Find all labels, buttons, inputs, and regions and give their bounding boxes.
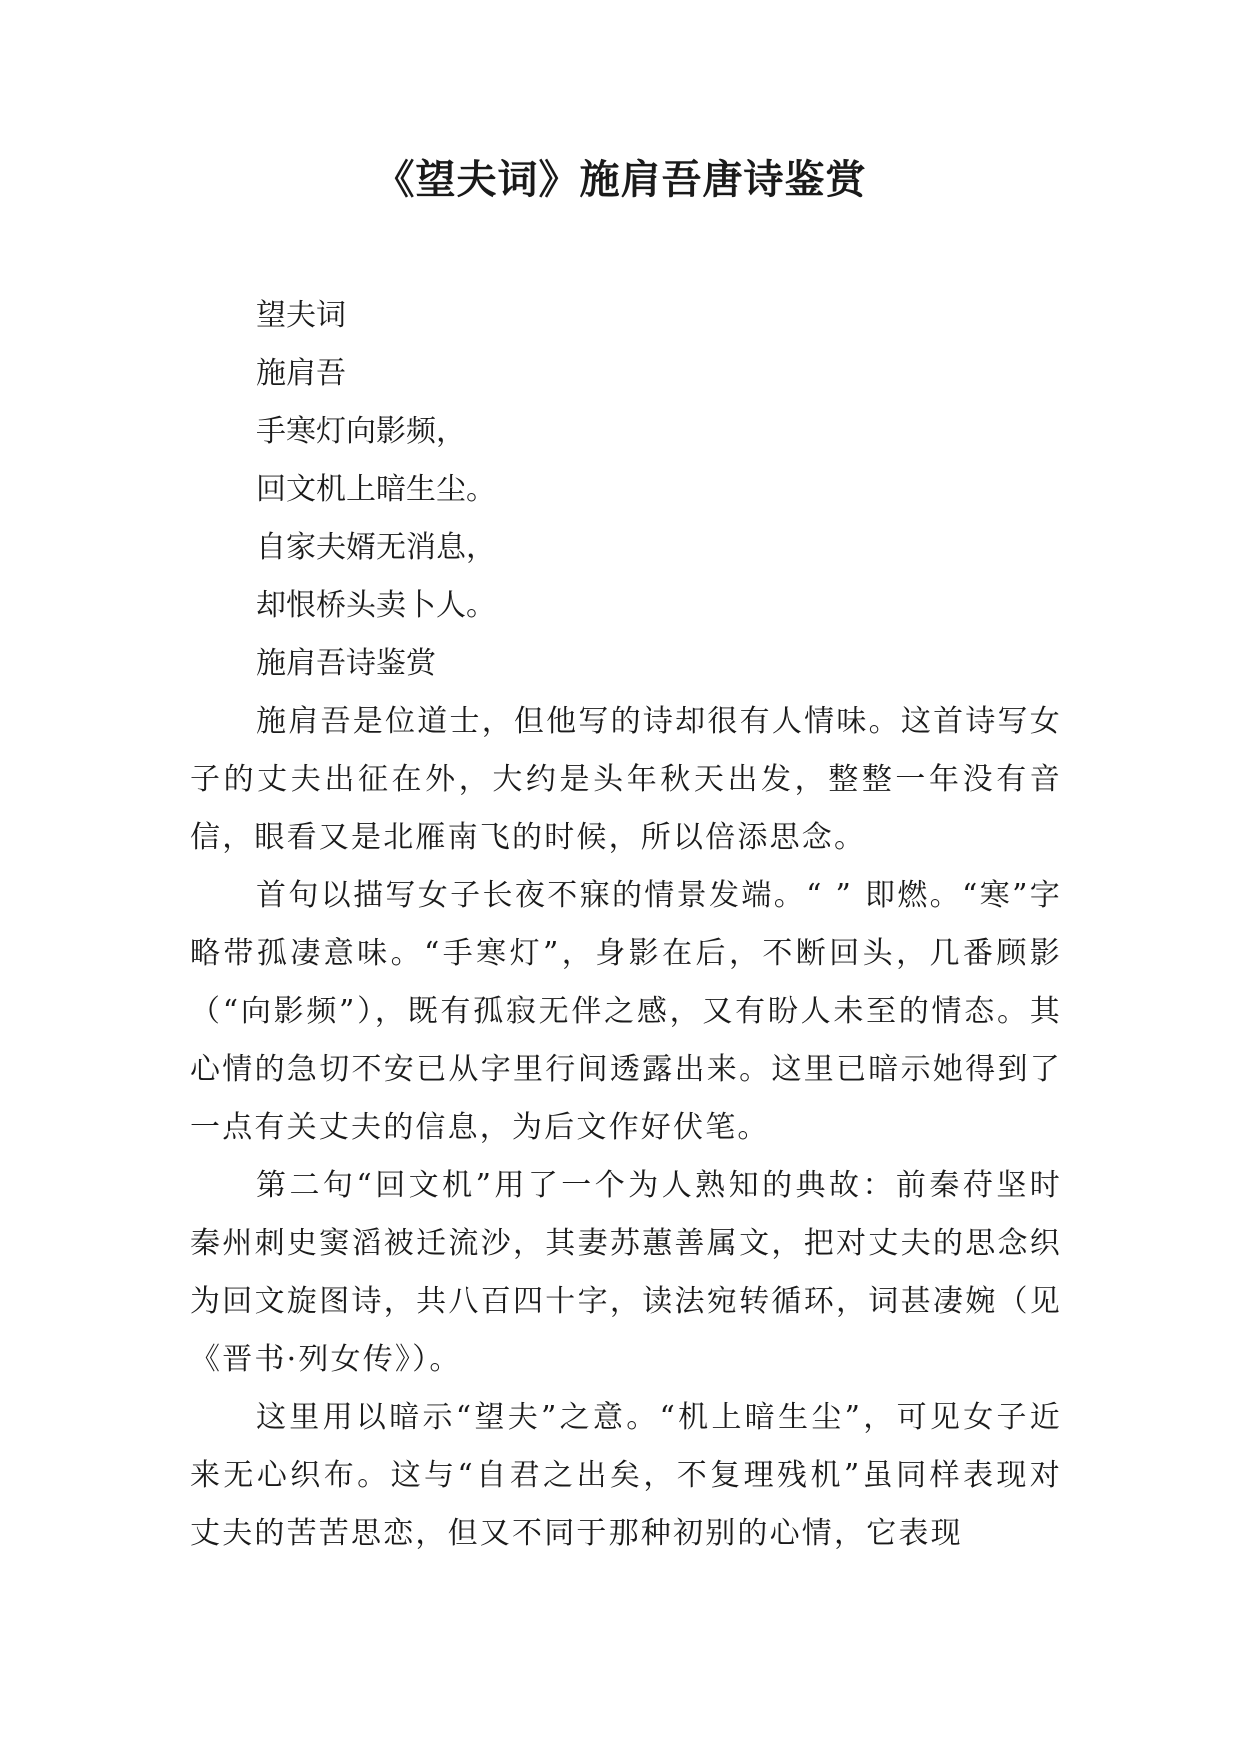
paragraph: 施肩吾是位道士，但他写的诗却很有人情味。这首诗写女子的丈夫出征在外，大约是头年秋天出发，整整一年没有音信，眼看又是北雁南飞的时候，所以倍添思念。 (190, 704, 1062, 855)
poem-title: 望夫词 (256, 298, 346, 333)
paragraph: 首句以描写女子长夜不寐的情景发端。“ ” 即燃。“寒”字略带孤凄意味。“手寒灯”，身影在后，不断回头，几番顾影（“向影频”），既有孤寂无伴之感，又有盼人未至的情态。其心情的急切不安已从字里行间透露出来。这里已暗示她得到了一点有关丈夫的信息，为后文作好伏笔。 (190, 878, 1062, 1145)
document-title: 《望夫词》施肩吾唐诗鉴赏 (374, 157, 867, 203)
paragraph: 第二句“回文机”用了一个为人熟知的典故：前秦苻坚时秦州刺史窦滔被迁流沙，其妻苏蕙善属文，把对丈夫的思念织为回文旋图诗，共八百四十字，读法宛转循环，词甚凄婉（见《晋书·列女传》）。 (190, 1168, 1062, 1377)
poem-line: 却恨桥头卖卜人。 (256, 588, 496, 623)
section-heading: 施肩吾诗鉴赏 (256, 646, 436, 681)
document-body (190, 287, 1062, 1563)
paragraph: 这里用以暗示“望夫”之意。“机上暗生尘”，可见女子近来无心织布。这与“自君之出矣，不复理残机”虽同样表现对丈夫的苦苦思恋，但又不同于那种初别的心情，它表现 (190, 1400, 1062, 1551)
poem-line: 回文机上暗生尘。 (256, 472, 496, 507)
poem-line: 手寒灯向影频， (256, 414, 466, 449)
poem-line: 自家夫婿无消息， (256, 530, 496, 565)
poem-author: 施肩吾 (256, 356, 346, 391)
